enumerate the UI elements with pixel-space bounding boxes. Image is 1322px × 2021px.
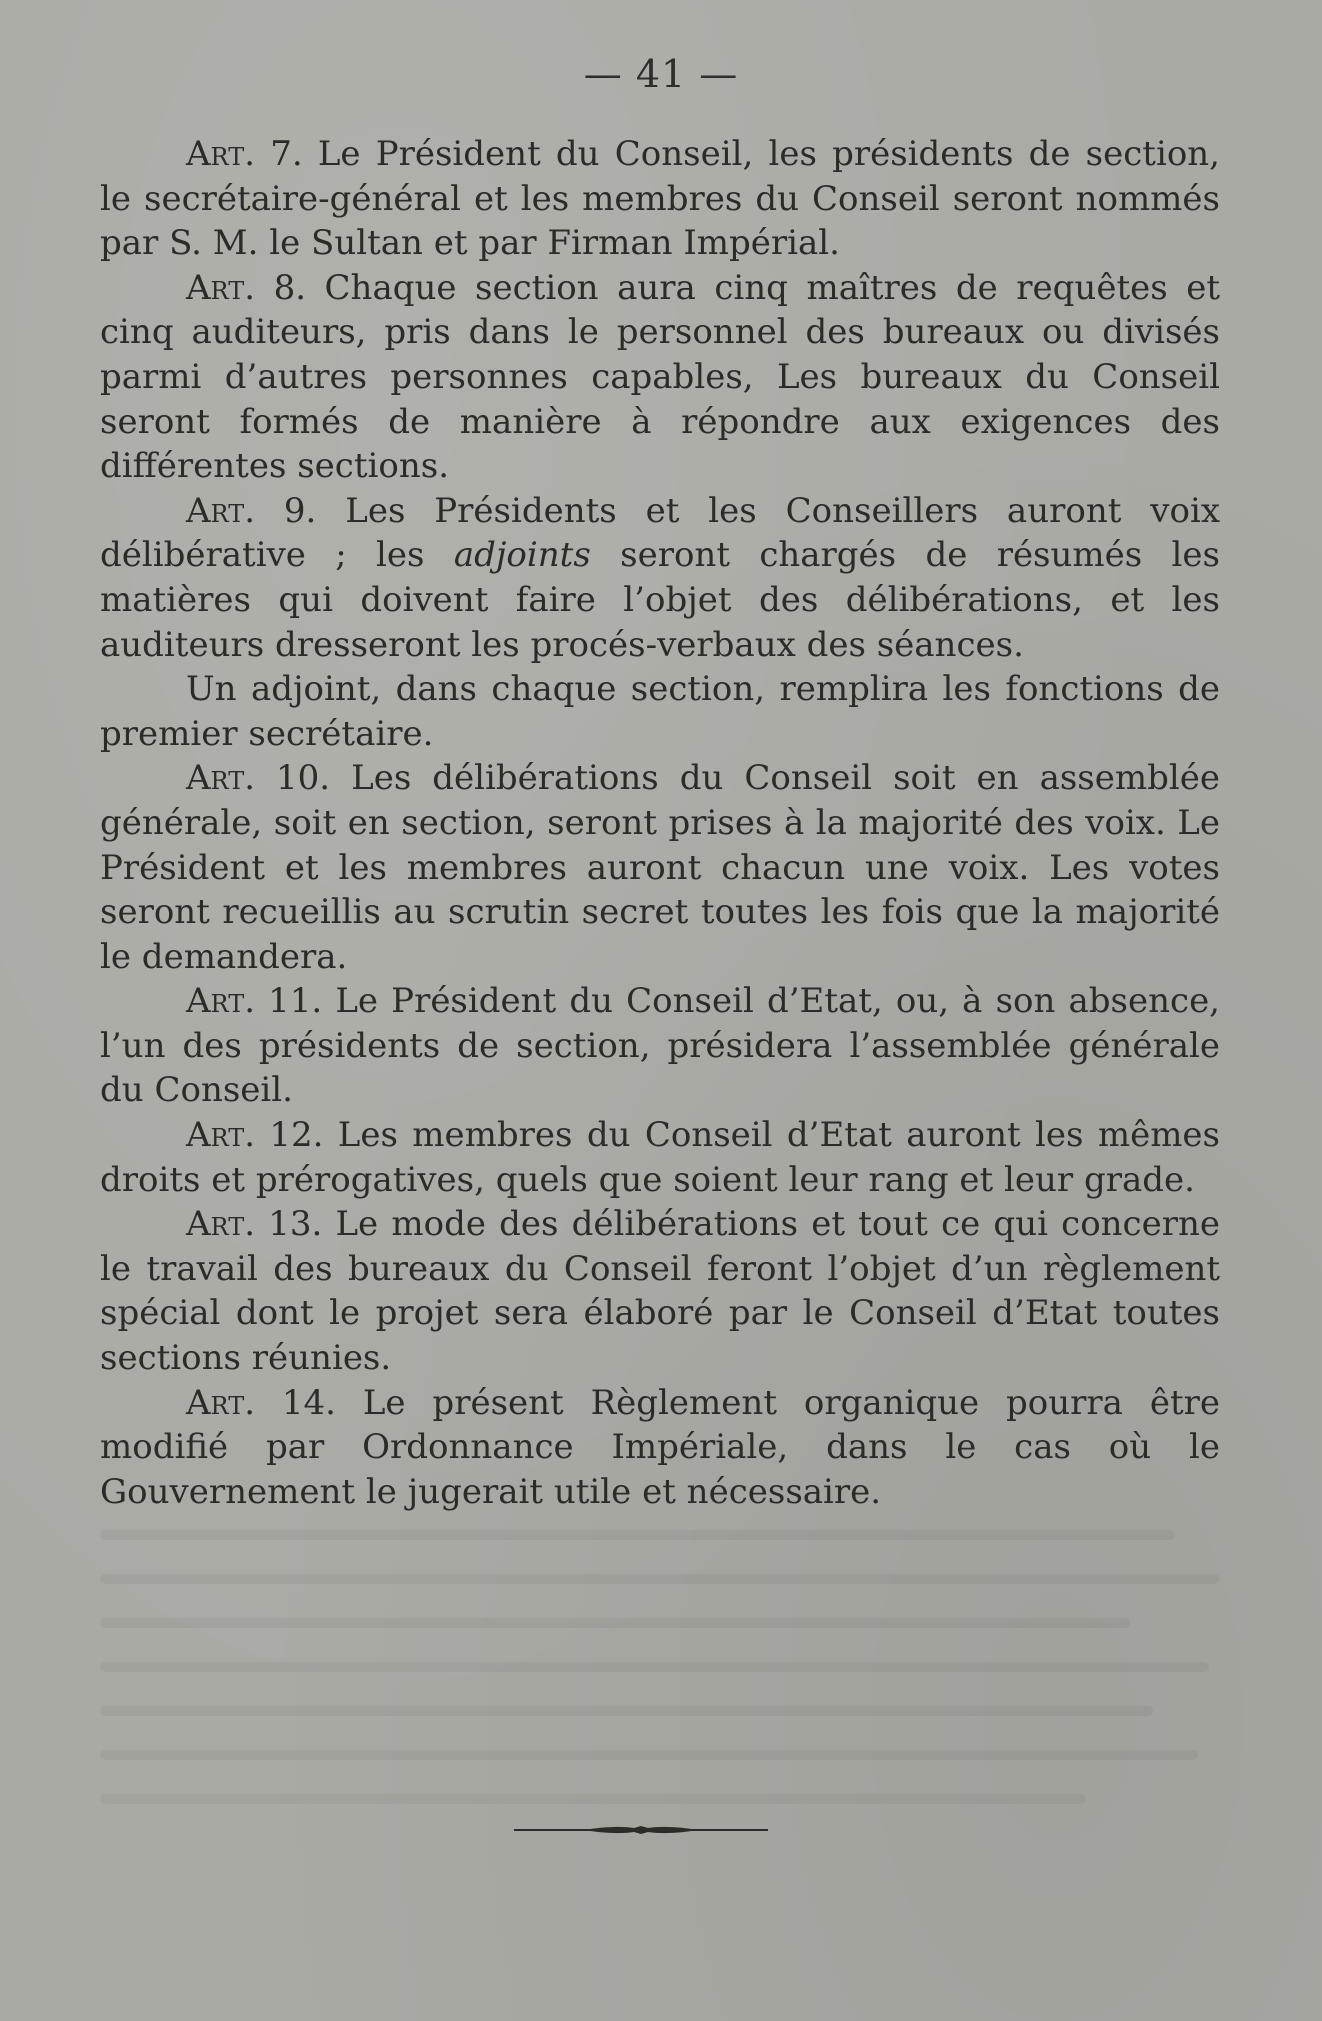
article-body: [100, 132, 1220, 1514]
article-label: Art.: [186, 1204, 256, 1245]
article-text: 12. Les membres du Conseil d’Etat auront les mêmes droits et prérogatives, quels que soient leur rang et leur grade.: [100, 1115, 1220, 1200]
article-text: 11. Le Président du Conseil d’Etat, ou, à son absence, l’un des présidents de section, présidera l’assemblée générale du Conseil.: [100, 981, 1220, 1111]
article-9: [100, 489, 1220, 667]
show-through-text: [100, 1530, 1220, 1870]
article-label: Art.: [186, 981, 256, 1022]
article-text: 13. Le mode des délibérations et tout ce qui concerne le travail des bureaux du Conseil feront l’objet d’un règlement spécial dont le projet sera élaboré par le Conseil d’Etat toutes sections réunies.: [100, 1204, 1220, 1379]
italic-term: adjoints: [453, 535, 591, 576]
article-text: 14. Le présent Règlement organique pourra être modifié par Ordonnance Impériale, dans le cas où le Gouvernement le jugerait utile et nécessaire.: [100, 1382, 1220, 1512]
article-9-continuation: [100, 667, 1220, 756]
article-text: 8. Chaque section aura cinq maîtres de requêtes et cinq auditeurs, pris dans le personnel des bureaux ou divisés parmi d’autres personnes capables, Les bureaux du Conseil seront formés de manière à répondre aux exigences des différentes sections.: [100, 267, 1220, 487]
article-10: [100, 756, 1220, 979]
article-12: [100, 1113, 1220, 1202]
article-label: Art.: [186, 134, 256, 174]
article-7: [100, 132, 1220, 266]
article-text: 7. Le Président du Conseil, les présidents de section, le secrétaire-général et les membres du Conseil seront nommés par S. M. le Sultan et par Firman Impérial.: [100, 134, 1220, 264]
article-13: [100, 1202, 1220, 1380]
article-label: Art.: [186, 1382, 256, 1423]
article-label: Art.: [186, 758, 256, 799]
article-text-continued: seront chargés de résumés les matières qui doivent faire l’objet des délibérations, et les auditeurs dresseront les procés-verbaux des séances.: [100, 535, 1221, 665]
article-text: 9. Les Présidents et les Conseillers auront voix délibérative ; les: [100, 490, 1220, 576]
article-label: Art.: [186, 267, 256, 308]
article-14: [100, 1381, 1220, 1515]
article-label: Art.: [186, 490, 256, 531]
ornament-divider-icon: [514, 1822, 768, 1838]
article-text: 10. Les délibérations du Conseil soit en assemblée générale, soit en section, seront prises à la majorité des voix. Le Président et les membres auront chacun une voix. Les votes seront recueillis au scrutin secret toutes les fois que la majorité le demandera.: [100, 758, 1220, 977]
article-11: [100, 979, 1220, 1113]
article-label: Art.: [186, 1115, 256, 1156]
page-number: — 41 —: [583, 52, 739, 96]
article-8: [100, 266, 1220, 489]
paragraph-text: Un adjoint, dans chaque section, remplira les fonctions de premier secrétaire.: [100, 669, 1220, 754]
